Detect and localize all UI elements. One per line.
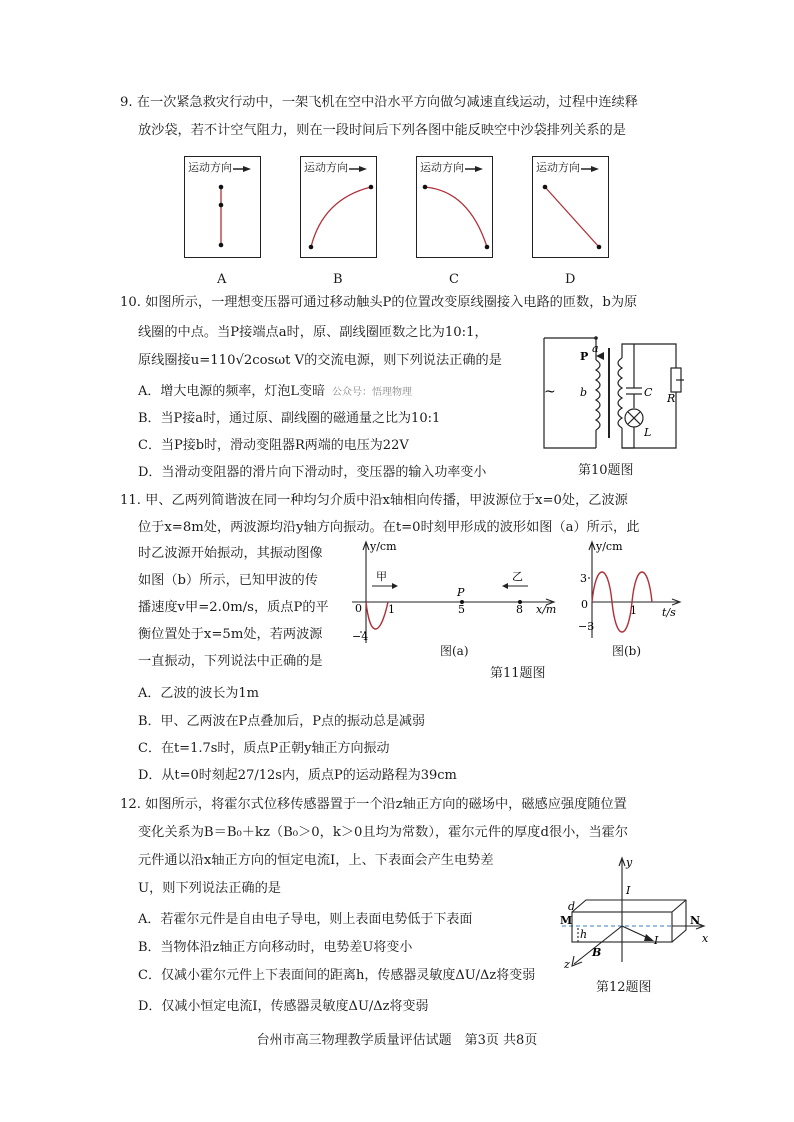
q9-panel-a xyxy=(184,156,261,258)
q9-stem-line1: 9. 在一次紧急救灾行动中，一架飞机在空中沿水平方向做匀减速直线运动，过程中连续释 xyxy=(120,95,638,110)
fig-a-ylabel: y/cm xyxy=(370,540,397,553)
fig-b-ylabel: y/cm xyxy=(596,540,623,553)
q10-stem-line1: 10. 如图所示，一理想变压器可通过移动触头P的位置改变原线圈接入电路的匝数，b为原 xyxy=(120,295,638,310)
q10-option-c: C．当P接b时，滑动变阻器R两端的电压为22V xyxy=(138,438,409,453)
fig-a-tick-5: 5 xyxy=(458,603,465,616)
panel-title: 运动方向 xyxy=(536,161,580,174)
ac-source-symbol: ~ xyxy=(544,384,556,400)
q11-figure-a xyxy=(352,538,562,648)
q11-side-line1: 时乙波源开始振动，其振动图像 xyxy=(138,546,323,561)
label-p: P xyxy=(580,350,589,363)
q12-stem-line4: U，则下列说法正确的是 xyxy=(138,881,281,896)
q10-option-d: D．当滑动变阻器的滑片向下滑动时，变压器的输入功率变小 xyxy=(138,465,487,480)
q11-figure-b xyxy=(578,538,688,644)
q9-panel-c xyxy=(416,156,493,258)
axis-z: z xyxy=(564,958,570,971)
q11-side-line5: 一直振动，下列说法中正确的是 xyxy=(138,654,323,669)
fig-b-tick-0: 0 xyxy=(581,598,588,611)
axis-x: x xyxy=(702,932,709,945)
q11-side-line4: 衡位置处于x=5m处，若两波源 xyxy=(138,627,323,642)
panel-title: 运动方向 xyxy=(304,161,348,174)
q10-figure-caption: 第10题图 xyxy=(578,463,634,478)
fig-b-tick-3: 3 xyxy=(580,572,587,585)
q9-panel-b-drawing xyxy=(301,157,376,257)
q10-stem-line2: 线圈的中点。当P接端点a时，原、副线圈匝数之比为10:1， xyxy=(138,325,488,340)
q11-side-line2: 如图（b）所示，已知甲波的传 xyxy=(138,573,318,588)
q11-option-d: D．从t=0时刻起27/12s内，质点P的运动路程为39cm xyxy=(138,768,457,783)
label-r: R xyxy=(667,392,676,405)
q12-stem-line3: 元件通以沿x轴正方向的恒定电流I，上、下表面会产生电势差 xyxy=(138,853,494,868)
q12-stem-line1: 12. 如图所示，将霍尔式位移传感器置于一个沿z轴正方向的磁场中，磁感应强度随位置 xyxy=(120,797,627,812)
fig-a-tick-0: 0 xyxy=(355,602,362,615)
q9-panel-a-drawing xyxy=(185,157,260,257)
q11-fig-a-caption: 图(a) xyxy=(440,644,469,658)
q9-panel-d xyxy=(532,156,609,258)
q11-option-c: C．在t=1.7s时，质点P正朝y轴正方向振动 xyxy=(138,741,390,756)
q12-option-b: B．当物体沿z轴正方向移动时，电势差U将变小 xyxy=(138,940,413,955)
q12-hall-figure xyxy=(552,852,712,974)
q11-side-line3: 播速度v甲=2.0m/s，质点P的平 xyxy=(138,600,329,615)
fig-a-tick-8: 8 xyxy=(516,603,523,616)
label-c: C xyxy=(644,386,653,399)
label-d: d xyxy=(568,900,576,913)
label-b: b xyxy=(580,386,588,399)
q9-panel-d-drawing xyxy=(533,157,608,257)
q12-option-a: A．若霍尔元件是自由电子导电，则上表面电势低于下表面 xyxy=(138,912,473,927)
panel-title: 运动方向 xyxy=(188,161,232,174)
q10-stem-line3: 原线圈接u=110√2cosωt V的交流电源，则下列说法正确的是 xyxy=(138,353,502,368)
q9-stem-line2: 放沙袋，若不计空气阻力，则在一段时间后下列各图中能反映空中沙袋排列关系的是 xyxy=(138,123,626,138)
q12-figure-caption: 第12题图 xyxy=(596,980,652,995)
q10-option-b: B．当P接a时，通过原、副线圈的磁通量之比为10:1 xyxy=(138,411,441,426)
label-m: M xyxy=(560,914,573,927)
q10-option-a: A．增大电源的频率，灯泡L变暗 xyxy=(138,384,326,399)
q11-option-b: B．甲、乙两波在P点叠加后，P点的振动总是减弱 xyxy=(138,714,426,729)
fig-a-xlabel: x/m xyxy=(536,603,557,616)
q9-label-a: A xyxy=(217,272,227,287)
q12-option-d: D．仅减小恒定电流I，传感器灵敏度ΔU/Δz将变弱 xyxy=(138,999,429,1014)
fig-a-yi: 乙 xyxy=(512,570,523,583)
q12-stem-line2: 变化关系为B＝B₀＋kz（B₀＞0，k＞0且均为常数），霍尔元件的厚度d很小，当霍尔 xyxy=(138,825,629,840)
page-footer: 台州市高三物理教学质量评估试题 第3页 共8页 xyxy=(256,1033,538,1048)
q9-label-d: D xyxy=(565,272,576,287)
q9-label-b: B xyxy=(333,272,343,287)
fig-b-tick-1: 1 xyxy=(630,604,637,617)
q9-panel-b xyxy=(300,156,377,258)
fig-a-p: P xyxy=(457,586,465,599)
q11-fig-b-caption: 图(b) xyxy=(612,644,642,658)
fig-a-tick-1: 1 xyxy=(388,603,395,616)
q10-watermark: 公众号：悟理物理 xyxy=(332,387,412,398)
q9-label-c: C xyxy=(449,272,459,287)
label-l: L xyxy=(644,426,652,439)
label-a: a xyxy=(592,342,599,355)
fig-b-xlabel: t/s xyxy=(662,606,676,619)
axis-y: y xyxy=(626,856,633,869)
q9-panel-c-drawing xyxy=(417,157,492,257)
q11-stem-line1: 11. 甲、乙两列简谐波在同一种均匀介质中沿x轴相向传播，甲波源位于x=0处，乙波源 xyxy=(120,493,628,508)
fig-b-tick-neg3: −3 xyxy=(578,620,595,633)
panel-title: 运动方向 xyxy=(420,161,464,174)
label-h: h xyxy=(580,928,588,941)
label-i-top: I xyxy=(626,884,631,897)
q10-circuit-figure xyxy=(534,330,694,455)
q11-option-a: A．乙波的波长为1m xyxy=(138,686,259,701)
q12-option-c: C．仅减小霍尔元件上下表面间的距离h，传感器灵敏度ΔU/Δz将变弱 xyxy=(138,968,536,983)
fig-a-yval: −4 xyxy=(352,630,369,643)
label-b: B xyxy=(592,946,602,959)
label-n: N xyxy=(690,914,701,927)
q11-stem-line2: 位于x=8m处，两波源均沿y轴方向振动。在t=0时刻甲形成的波形如图（a）所示，此 xyxy=(138,520,640,535)
fig-a-jia: 甲 xyxy=(376,570,387,583)
label-i: I xyxy=(654,934,659,947)
q11-figure-caption: 第11题图 xyxy=(490,666,546,681)
